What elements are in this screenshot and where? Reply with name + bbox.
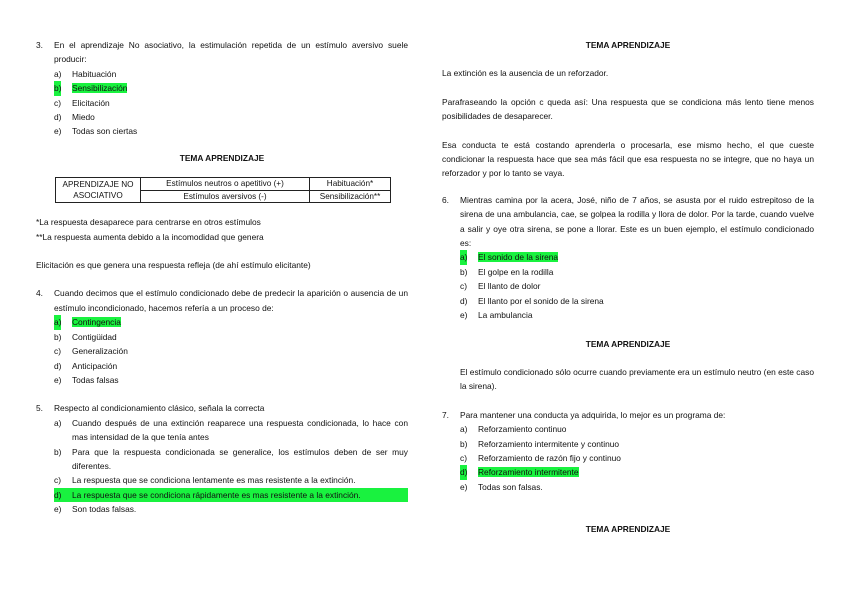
extinction-definition: La extinción es la ausencia de un reforzador. — [442, 68, 609, 79]
option-text: Reforzamiento intermitente y continuo — [478, 438, 620, 449]
summary-table — [55, 177, 391, 203]
option-letter: b) — [460, 438, 468, 449]
option-letter: d) — [54, 360, 62, 371]
table-cell: Habituación* — [310, 178, 391, 191]
option-letter: a) — [54, 417, 62, 428]
question-text: En el aprendizaje No asociativo, la estimulación repetida de un estímulo aversivo suele producir: — [54, 40, 408, 65]
section-title: TEMA APRENDIZAJE — [585, 524, 671, 535]
option-text: El llanto de dolor — [478, 281, 541, 292]
option-letter: a) — [54, 315, 61, 329]
footnote: *La respuesta desaparece para centrarse en otros estímulos — [36, 217, 261, 228]
question-number: 6. — [442, 194, 449, 205]
option-text: Habituación — [72, 68, 117, 79]
option-letter: b) — [460, 266, 468, 277]
option-letter: a) — [54, 68, 62, 79]
options-list — [460, 250, 814, 322]
paraphrase-note: Parafraseando la opción c queda así: Una respuesta que se condiciona más lento tiene menos posibilidades de desaparecer. — [442, 96, 814, 122]
question-text: Mientras camina por la acera, José, niño de 7 años, se asusta por el ruido estrepitoso de la sirena de una ambulancia, cae, se golpea la rodilla y llora de dolor. Por la tarde, cuando vuelve a salir y oye otra sirena, se pone a llorar. Este es un buen ejemplo, el estímulo condicionado es: — [460, 194, 814, 249]
option-letter: c) — [54, 475, 61, 486]
question-3 — [36, 38, 408, 139]
question-text: Para mantener una conducta ya adquirida, lo mejor es un programa de: — [460, 409, 726, 420]
question-number: 4. — [36, 288, 43, 299]
option-text: Cuando después de una extinción reaparece una respuesta condicionada, lo hace con mas intensidad de la que tenía antes — [72, 417, 408, 443]
option-text: Todas son falsas. — [478, 481, 543, 492]
footnote: **La respuesta aumenta debido a la incomodidad que genera — [36, 231, 264, 242]
option-text: Todas falsas — [72, 374, 119, 385]
option-letter: c) — [460, 281, 467, 292]
left-column — [36, 38, 408, 517]
option-letter: c) — [54, 346, 61, 357]
option-text: Reforzamiento continuo — [478, 424, 567, 435]
option-letter: e) — [54, 504, 62, 515]
option-letter: e) — [54, 374, 62, 385]
option-text: El llanto por el sonido de la sirena — [478, 295, 604, 306]
option-text: La respuesta que se condiciona lentamente es mas resistente a la extinción. — [72, 475, 356, 486]
option-letter: a) — [460, 250, 467, 264]
option-text: Reforzamiento de razón fijo y continuo — [478, 452, 621, 463]
option-letter: d) — [54, 112, 62, 123]
option-letter: d) — [460, 295, 468, 306]
option-letter: a) — [460, 424, 468, 435]
option-text: Todas son ciertas — [72, 126, 138, 137]
question-6 — [442, 193, 814, 323]
question-5 — [36, 401, 408, 516]
correct-option-text: Contingencia — [72, 317, 121, 328]
option-letter: b) — [54, 331, 62, 342]
question-text: Cuando decimos que el estímulo condicionado debe de predecir la aparición o ausencia de un estímulo incondicionado, hacemos refería a un proceso de: — [54, 288, 408, 313]
option-letter: c) — [54, 97, 61, 108]
option-text: Elicitación — [72, 97, 110, 108]
option-text: Miedo — [72, 112, 95, 123]
elicitation-note: Elicitación es que genera una respuesta refleja (de ahí estímulo elicitante) — [36, 260, 311, 271]
section-title: TEMA APRENDIZAJE — [179, 152, 265, 163]
option-letter: c) — [460, 452, 467, 463]
question-number: 7. — [442, 409, 449, 420]
option-text: Son todas falsas. — [72, 504, 137, 515]
correct-option-text: Reforzamiento intermitente — [478, 467, 579, 478]
right-column — [442, 38, 814, 537]
table-cell: Estímulos aversivos (-) — [141, 190, 310, 203]
option-text: La ambulancia — [478, 310, 533, 321]
option-letter: b) — [54, 446, 62, 457]
table-cell: Sensibilización** — [310, 190, 391, 203]
conditioned-stimulus-note: El estímulo condicionado sólo ocurre cuando previamente era un estímulo neutro (en este caso la sirena). — [460, 366, 814, 392]
section-title: TEMA APRENDIZAJE — [585, 338, 671, 349]
question-text: Respecto al condicionamiento clásico, señala la correcta — [54, 403, 265, 414]
explanation-note: Esa conducta te está costando aprenderla o procesarla, ese mismo hecho, el que cueste condicionar la respuesta hace que sea más fácil que esa respuesta no se integre, que no haya un reforzador y por lo tanto se vaya. — [442, 139, 814, 179]
correct-option-text: El sonido de la sirena — [478, 252, 559, 263]
table-row-header: APRENDIZAJE NO ASOCIATIVO — [56, 178, 141, 203]
options-list — [54, 416, 408, 517]
option-text: Contigüidad — [72, 331, 117, 342]
option-text: Para que la respuesta condicionada se generalice, los estímulos deben de ser muy diferentes. — [72, 446, 408, 471]
option-letter: d) — [460, 465, 467, 479]
option-letter: e) — [460, 481, 468, 492]
option-letter: e) — [460, 310, 468, 321]
question-number: 3. — [36, 40, 43, 50]
question-4 — [36, 286, 408, 387]
question-number: 5. — [36, 403, 43, 414]
option-letter: e) — [54, 126, 62, 137]
table-cell: Estímulos neutros o apetitivo (+) — [141, 178, 310, 191]
option-letter: d) — [54, 489, 62, 500]
options-list — [460, 422, 814, 494]
correct-option-text: Sensibilización — [72, 83, 128, 94]
option-text: Anticipación — [72, 360, 118, 371]
question-7 — [442, 408, 814, 494]
section-title: TEMA APRENDIZAJE — [585, 40, 671, 50]
option-text: Generalización — [72, 346, 128, 357]
options-list — [54, 67, 408, 139]
options-list — [54, 315, 408, 387]
option-letter: b) — [54, 81, 61, 95]
option-text: El golpe en la rodilla — [478, 266, 554, 277]
correct-option-text: La respuesta que se condiciona rápidamente es mas resistente a la extinción. — [72, 489, 361, 500]
